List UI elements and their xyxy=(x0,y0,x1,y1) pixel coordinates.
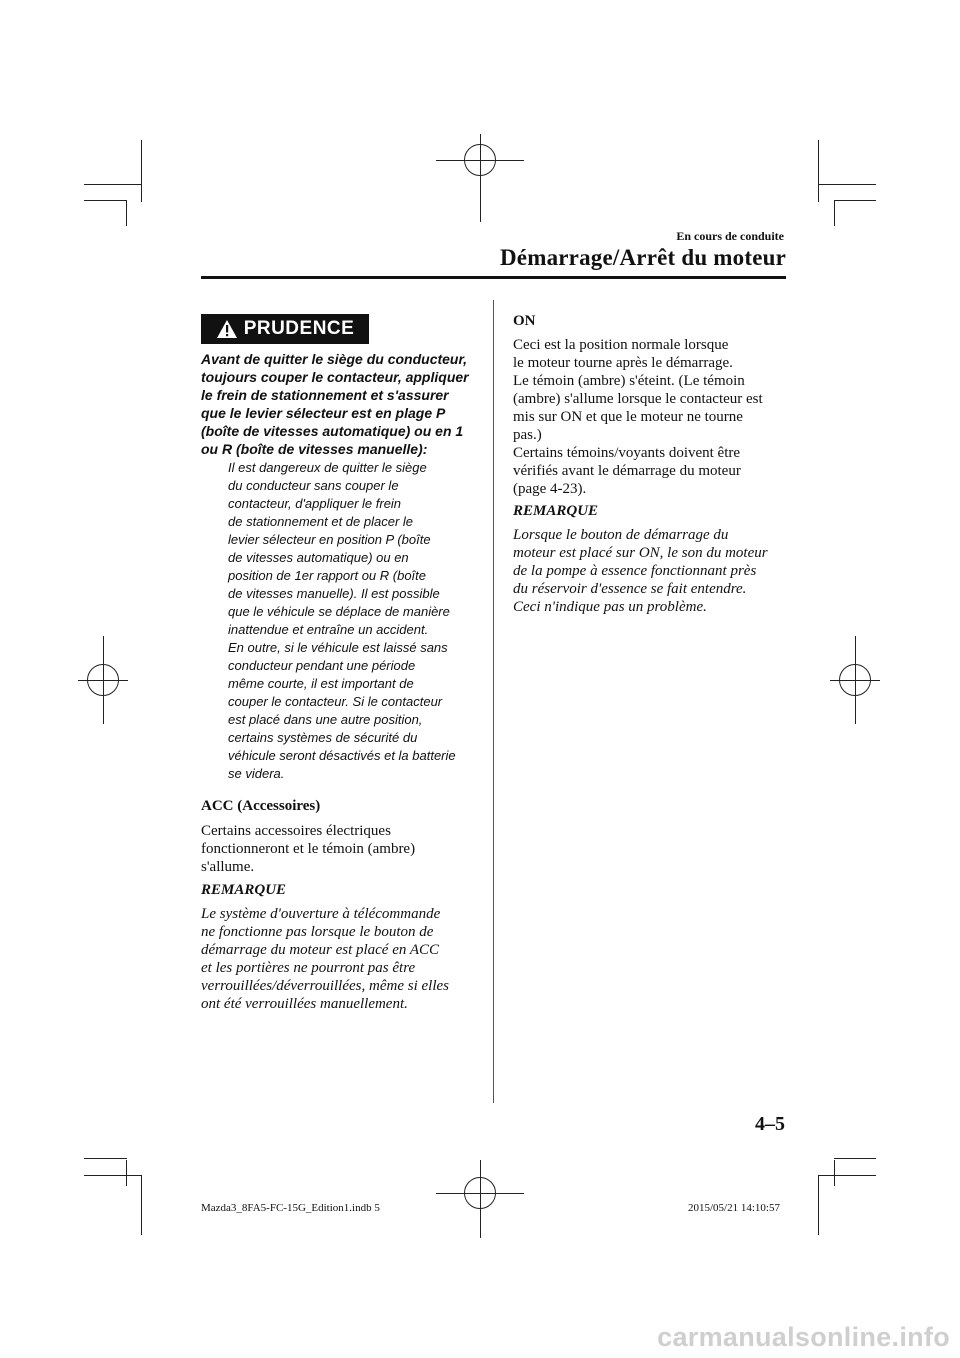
caution-body-line: levier sélecteur en position P (boîte xyxy=(228,532,431,547)
on-note-line: Lorsque le bouton de démarrage du xyxy=(513,527,729,543)
on-body-line: vérifiés avant le démarrage du moteur xyxy=(513,463,741,479)
caution-lead-line: ou R (boîte de vitesses manuelle): xyxy=(201,441,428,457)
on-body-line: Ceci est la position normale lorsque xyxy=(513,337,729,353)
section-title: En cours de conduite xyxy=(676,229,784,243)
acc-body-line: Certains accessoires électriques xyxy=(201,823,391,839)
caution-body xyxy=(228,459,480,783)
caution-body-line: Il est dangereux de quitter le siège xyxy=(228,460,427,475)
caution-body-line: se videra. xyxy=(228,766,285,781)
on-body-line: (page 4-23). xyxy=(513,481,587,497)
footer-date: 2015/05/21 14:10:57 xyxy=(688,1202,780,1214)
on-note-line: de la pompe à essence fonctionnant près xyxy=(513,563,757,579)
acc-body-line: s'allume. xyxy=(201,859,255,875)
header-rule xyxy=(201,276,786,279)
on-body xyxy=(513,336,798,498)
page-number: 4–5 xyxy=(755,1113,785,1135)
caution-body-line: inattendue et entraîne un accident. xyxy=(228,622,429,637)
on-note-line: Ceci n'indique pas un problème. xyxy=(513,599,707,615)
caution-body-line: de vitesses manuelle). Il est possible xyxy=(228,586,440,601)
acc-note-line: ont été verrouillées manuellement. xyxy=(201,996,408,1012)
caution-body-line: couper le contacteur. Si le contacteur xyxy=(228,694,443,709)
caution-lead-line: le frein de stationnement et s'assurer xyxy=(201,387,449,403)
caution-body-line: conducteur pendant une période xyxy=(228,658,416,673)
caution-body-line: véhicule seront désactivés et la batterie xyxy=(228,748,456,763)
on-note-line: moteur est placé sur ON, le son du moteur xyxy=(513,545,768,561)
acc-note-line: Le système d'ouverture à télécommande xyxy=(201,906,441,922)
acc-note-line: démarrage du moteur est placé en ACC xyxy=(201,942,440,958)
on-note-title: REMARQUE xyxy=(513,503,599,519)
acc-body xyxy=(201,822,486,876)
on-body-line: (ambre) s'allume lorsque le contacteur est xyxy=(513,391,763,407)
acc-note-line: et les portières ne pourront pas être xyxy=(201,960,416,976)
column-divider xyxy=(493,300,494,1103)
caution-body-line: même courte, il est important de xyxy=(228,676,414,691)
footer-file-info: Mazda3_8FA5-FC-15G_Edition1.indb 5 xyxy=(201,1202,380,1214)
caution-body-line: est placé dans une autre position, xyxy=(228,712,423,727)
acc-note-line: ne fonctionne pas lorsque le bouton de xyxy=(201,924,434,940)
caution-body-line: certains systèmes de sécurité du xyxy=(228,730,418,745)
caution-label: PRUDENCE xyxy=(243,318,355,339)
on-body-line: le moteur tourne après le démarrage. xyxy=(513,355,733,371)
acc-body-line: fonctionneront et le témoin (ambre) xyxy=(201,841,416,857)
on-note-line: du réservoir d'essence se fait entendre. xyxy=(513,581,747,597)
caution-lead-line: (boîte de vitesses automatique) ou en 1 xyxy=(201,423,464,439)
caution-lead-line: que le levier sélecteur est en plage P xyxy=(201,405,446,421)
caution-lead-line: toujours couper le contacteur, appliquer xyxy=(201,369,469,385)
acc-note-title: REMARQUE xyxy=(201,882,287,898)
warning-icon xyxy=(216,319,238,339)
on-body-line: mis sur ON et que le moteur ne tourne xyxy=(513,409,743,425)
caution-body-line: du conducteur sans couper le xyxy=(228,478,399,493)
caution-body-line: que le véhicule se déplace de manière xyxy=(228,604,450,619)
acc-note xyxy=(201,905,486,1013)
caution-body-line: contacteur, d'appliquer le frein xyxy=(228,496,402,511)
on-body-line: Certains témoins/voyants doivent être xyxy=(513,445,741,461)
caution-body-line: de stationnement et de placer le xyxy=(228,514,414,529)
watermark: carmanualsonline.info xyxy=(657,1322,950,1352)
on-note xyxy=(513,526,798,616)
on-heading: ON xyxy=(513,313,536,329)
caution-lead-line: Avant de quitter le siège du conducteur, xyxy=(201,351,468,367)
caution-lead xyxy=(201,350,481,458)
chapter-title: Démarrage/Arrêt du moteur xyxy=(500,245,786,270)
acc-heading: ACC (Accessoires) xyxy=(201,798,321,814)
on-body-line: pas.) xyxy=(513,427,542,443)
on-body-line: Le témoin (ambre) s'éteint. (Le témoin xyxy=(513,373,745,389)
caution-badge xyxy=(201,314,369,344)
caution-body-line: de vitesses automatique) ou en xyxy=(228,550,409,565)
caution-body-line: position de 1er rapport ou R (boîte xyxy=(228,568,427,583)
acc-note-line: verrouillées/déverrouillées, même si elles xyxy=(201,978,449,994)
caution-body-line: En outre, si le véhicule est laissé sans xyxy=(228,640,448,655)
